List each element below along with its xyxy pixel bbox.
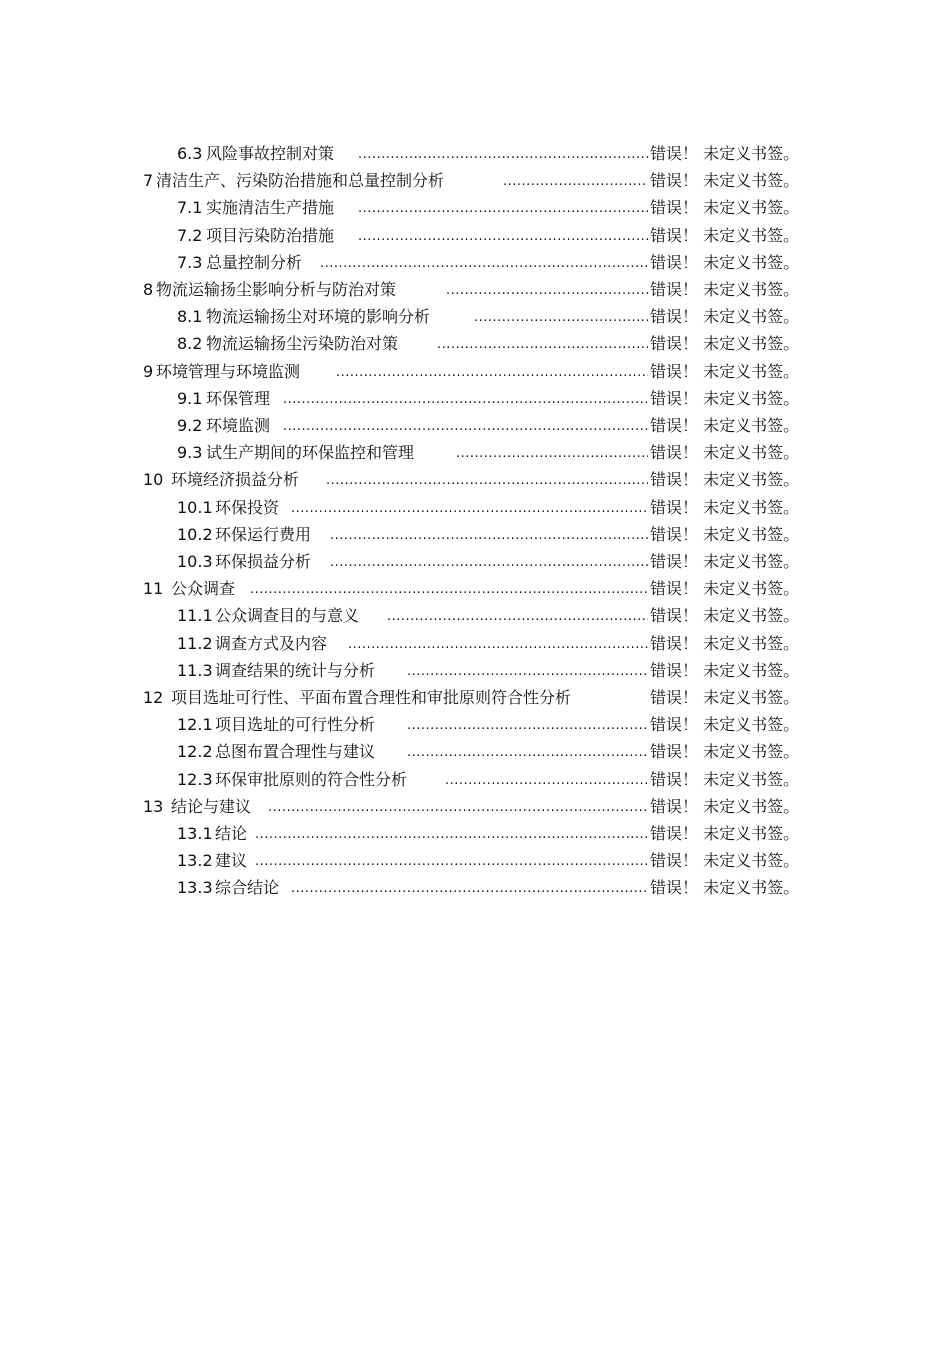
toc-page-reference-error: 错误！ 未定义书签。 [650, 878, 800, 898]
toc-entry-number: 7.3 [177, 252, 203, 272]
toc-entry-number: 13.3 [177, 878, 213, 898]
toc-entry-title: 环保管理 [206, 388, 271, 408]
toc-page-reference-error: 错误！ 未定义书签。 [650, 851, 800, 871]
toc-entry[interactable] [0, 222, 950, 249]
toc-entry-title: 公众调查目的与意义 [215, 606, 360, 626]
toc-page-reference-error: 错误！ 未定义书签。 [650, 388, 800, 408]
toc-dot-leader [250, 575, 648, 602]
toc-entry-title: 公众调查 [171, 579, 236, 599]
toc-entry-number: 9.2 [177, 416, 203, 435]
toc-entry-title: 环境经济损益分析 [171, 470, 300, 490]
toc-entry-title: 综合结论 [215, 878, 280, 898]
toc-entry[interactable] [0, 167, 950, 194]
toc-entry[interactable] [0, 602, 950, 629]
toc-entry-number: 10.2 [177, 524, 213, 544]
toc-dot-leader [446, 276, 648, 303]
toc-entry-number: 11.3 [177, 660, 213, 680]
toc-page-reference-error: 错误！ 未定义书签。 [650, 579, 800, 599]
toc-entry-number: 11.1 [177, 606, 213, 626]
toc-dot-leader [283, 385, 648, 412]
toc-page-reference-error: 错误！ 未定义书签。 [650, 171, 800, 191]
toc-entry[interactable] [0, 630, 950, 657]
toc-page-reference-error: 错误！ 未定义书签。 [650, 715, 800, 735]
toc-dot-leader [407, 738, 648, 765]
toc-entry-title: 实施清洁生产措施 [206, 198, 335, 218]
toc-page-reference-error: 错误！ 未定义书签。 [650, 552, 800, 571]
toc-entry-title: 建议 [215, 851, 248, 871]
toc-page-reference-error: 错误！ 未定义书签。 [650, 334, 800, 354]
toc-entry-title: 环境监测 [206, 416, 271, 435]
toc-entry-number: 12.2 [177, 742, 213, 762]
toc-entry-title: 环境管理与环境监测 [156, 361, 301, 381]
toc-dot-leader [387, 602, 648, 629]
toc-page-reference-error: 错误！ 未定义书签。 [650, 198, 800, 218]
toc-entry-number: 10.3 [177, 552, 213, 571]
toc-entry[interactable] [0, 738, 950, 765]
toc-dot-leader [456, 439, 648, 466]
toc-entry[interactable] [0, 766, 950, 793]
toc-entry-title: 清洁生产、污染防治措施和总量控制分析 [156, 171, 445, 191]
toc-entry[interactable] [0, 575, 950, 602]
toc-dot-leader [358, 194, 648, 221]
toc-dot-leader [348, 630, 648, 657]
toc-entry[interactable] [0, 874, 950, 901]
toc-dot-leader [330, 548, 648, 575]
toc-entry-title: 物流运输扬尘污染防治对策 [206, 334, 399, 354]
toc-dot-leader [358, 140, 648, 167]
toc-entry-number: 7 [143, 171, 154, 191]
toc-dot-leader [445, 766, 648, 793]
toc-page-reference-error: 错误！ 未定义书签。 [650, 470, 800, 490]
toc-entry-title: 物流运输扬尘对环境的影响分析 [206, 307, 431, 327]
toc-entry-number: 7.1 [177, 198, 203, 218]
toc-page-reference-error: 错误！ 未定义书签。 [650, 443, 800, 463]
toc-entry-number: 8.2 [177, 334, 203, 354]
toc-entry[interactable] [0, 249, 950, 276]
toc-dot-leader [268, 793, 648, 820]
toc-entry[interactable] [0, 194, 950, 221]
toc-page-reference-error: 错误！ 未定义书签。 [650, 606, 800, 626]
toc-entry[interactable] [0, 412, 950, 439]
toc-dot-leader [358, 222, 648, 249]
toc-entry-title: 项目污染防治措施 [206, 225, 335, 245]
toc-entry-number: 9.3 [177, 443, 203, 463]
toc-entry-title: 环保运行费用 [215, 524, 312, 544]
toc-entry-number: 11.2 [177, 633, 213, 653]
toc-entry-title: 环保投资 [215, 497, 280, 517]
toc-page-reference-error: 错误！ 未定义书签。 [650, 824, 800, 843]
toc-page-reference-error: 错误！ 未定义书签。 [650, 660, 800, 680]
toc-entry[interactable] [0, 711, 950, 738]
toc-entry-number: 7.2 [177, 225, 203, 245]
toc-dot-leader [320, 249, 648, 276]
toc-entry[interactable] [0, 494, 950, 521]
toc-entry-title: 物流运输扬尘影响分析与防治对策 [156, 280, 397, 299]
toc-entry[interactable] [0, 330, 950, 357]
toc-page-reference-error: 错误！ 未定义书签。 [650, 361, 800, 381]
toc-entry[interactable] [0, 439, 950, 466]
toc-entry[interactable] [0, 466, 950, 493]
toc-entry-number: 12.1 [177, 715, 213, 735]
toc-entry-number: 13.1 [177, 824, 213, 843]
toc-dot-leader [283, 412, 648, 439]
toc-page-reference-error: 错误！ 未定义书签。 [650, 742, 800, 762]
toc-entry[interactable] [0, 521, 950, 548]
toc-page-reference-error: 错误！ 未定义书签。 [650, 796, 800, 816]
toc-entry-number: 10 [143, 470, 164, 490]
toc-entry-number: 11 [143, 579, 164, 599]
toc-entry-title: 项目选址的可行性分析 [215, 715, 376, 735]
toc-page-reference-error: 错误！ 未定义书签。 [650, 225, 800, 245]
toc-page-reference-error: 错误！ 未定义书签。 [650, 307, 800, 327]
toc-page-reference-error: 错误！ 未定义书签。 [650, 769, 800, 789]
toc-entry-title: 总量控制分析 [206, 252, 303, 272]
toc-dot-leader [437, 330, 648, 357]
toc-entry[interactable] [0, 657, 950, 684]
toc-entry-title: 环保审批原则的符合性分析 [215, 769, 408, 789]
toc-entry-number: 13.2 [177, 851, 213, 871]
toc-entry-number: 12 [143, 688, 164, 707]
toc-entry[interactable] [0, 140, 950, 167]
toc-dot-leader [326, 466, 648, 493]
toc-page-reference-error: 错误！ 未定义书签。 [650, 524, 800, 544]
toc-entry-title: 风险事故控制对策 [206, 144, 335, 163]
toc-entry[interactable] [0, 847, 950, 874]
toc-dot-leader [291, 494, 648, 521]
toc-page-reference-error: 错误！ 未定义书签。 [650, 688, 800, 707]
toc-entry[interactable] [0, 793, 950, 820]
toc-entry-title: 结论 [215, 824, 248, 843]
toc-dot-leader [255, 847, 648, 874]
toc-page-reference-error: 错误！ 未定义书签。 [650, 280, 800, 299]
toc-dot-leader [336, 358, 648, 385]
toc-entry-title: 环保损益分析 [215, 552, 312, 571]
toc-page-reference-error: 错误！ 未定义书签。 [650, 144, 800, 163]
toc-entry[interactable] [0, 276, 950, 303]
toc-entry-number: 13 [143, 796, 164, 816]
toc-entry-title: 调查结果的统计与分析 [215, 660, 376, 680]
toc-page-reference-error: 错误！ 未定义书签。 [650, 633, 800, 653]
toc-entry[interactable] [0, 548, 950, 575]
toc-dot-leader [503, 167, 648, 194]
toc-page-reference-error: 错误！ 未定义书签。 [650, 497, 800, 517]
toc-entry[interactable] [0, 684, 950, 711]
toc-entry-number: 12.3 [177, 769, 213, 789]
toc-entry-number: 9 [143, 361, 154, 381]
toc-entry-title: 总图布置合理性与建议 [215, 742, 376, 762]
toc-entry-number: 6.3 [177, 144, 203, 163]
toc-dot-leader [291, 874, 648, 901]
toc-dot-leader [474, 303, 648, 330]
toc-entry-title: 结论与建议 [171, 796, 252, 816]
toc-entry[interactable] [0, 820, 950, 847]
toc-entry-title: 调查方式及内容 [215, 633, 328, 653]
toc-entry-number: 9.1 [177, 388, 203, 408]
toc-entry[interactable] [0, 358, 950, 385]
toc-entry-number: 10.1 [177, 497, 213, 517]
toc-dot-leader [407, 657, 648, 684]
toc-entry-number: 8 [143, 280, 154, 299]
toc-entry[interactable] [0, 385, 950, 412]
toc-page-reference-error: 错误！ 未定义书签。 [650, 416, 800, 435]
toc-entry-number: 8.1 [177, 307, 203, 327]
toc-entry-title: 项目选址可行性、平面布置合理性和审批原则符合性分析 [171, 688, 572, 707]
toc-dot-leader [330, 521, 648, 548]
toc-entry-title: 试生产期间的环保监控和管理 [206, 443, 415, 463]
toc-dot-leader [407, 711, 648, 738]
toc-entry[interactable] [0, 303, 950, 330]
toc-dot-leader [255, 820, 648, 847]
toc-page-reference-error: 错误！ 未定义书签。 [650, 252, 800, 272]
